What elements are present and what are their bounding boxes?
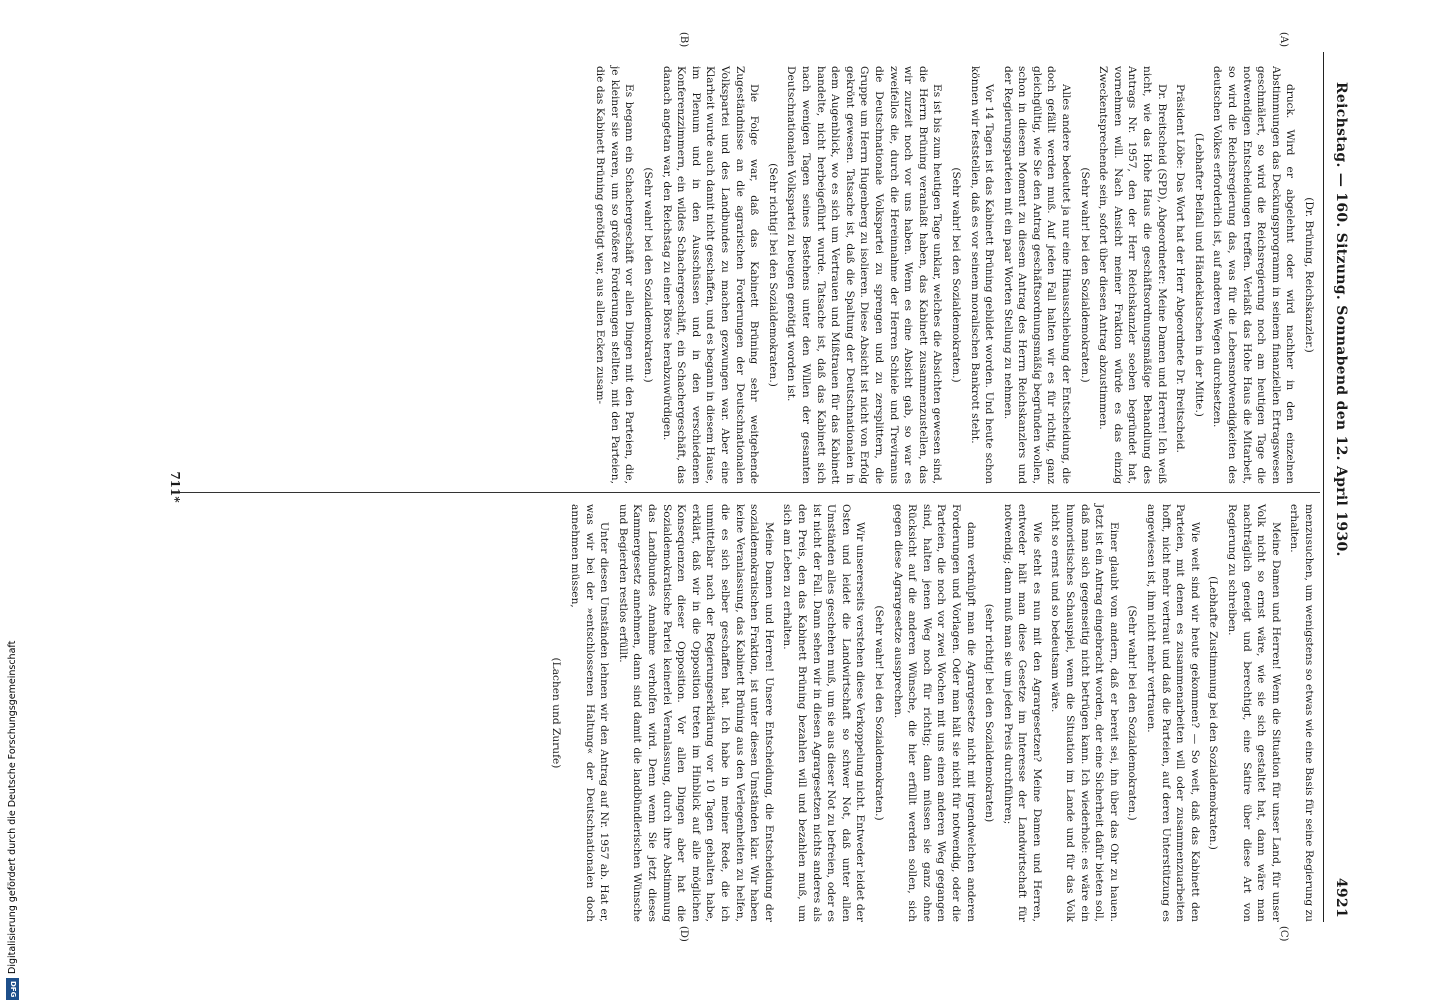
interjection: (Sehr wahr! bei den Sozialdemokraten.) (1078, 167, 1091, 383)
interjection: (Sehr richtig! bei den Sozialdemokraten.) (766, 163, 779, 387)
interjection: (Dr. Brüning, Reichskanzler.) (1303, 197, 1315, 353)
paragraph: Meine Damen und Herren! Wenn die Situation für unser Land, für unser Volk nicht so ernst wäre, wie sie sich gestaltet hat, dann wäre man nachträglich geneigt und berechtigt, eine Satire über diese Art von Regierung zu schreiben. (1226, 504, 1282, 922)
rotated-sheet (150, 32, 1350, 942)
digitization-credit (6, 14, 20, 998)
paragraph: Einer glaubt vom andern, daß er bereit sei, ihn über das Ohr zu hauen. Jetzt ist ein Antrag eingebracht worden, der eine Sicherheit dafür bieten soll, daß man sich gegenseitig nicht betrügen kann. Ich wiederhole: es wäre ein humoristisches Schauspiel, wenn die Situation im Lande und für das Volk nicht so ernst und so bedeutsam wäre. (1049, 504, 1120, 922)
right-column (545, 504, 1316, 922)
margin-mark-c: (C) (1278, 926, 1289, 942)
margin-mark-a: (A) (1278, 32, 1289, 48)
interjection: (Lebhafte Zustimmung bei den Sozialdemokraten.) (1207, 576, 1220, 850)
paragraph: Die Folge war, daß das Kabinett Brüning sehr weitgehende Zugeständnisse an die agrarischen Forderungen der Deutschnationalen Volkspartei und des Landbundes zu machen gezwungen war. Aber eine Klarheit wurde auch damit nicht geschaffen, und es begann in diesem Hause, im Plenum und in den Ausschüssen und in den verschiedenen Konferenzzimmern, ein wildes Schachergeschäft, ein Schachergeschäft, das danach angetan war, den Reichstag zu einer Börse herabzuwürdigen. (660, 66, 761, 484)
interjection: (Lachen und Zurufe) (550, 657, 563, 769)
running-header (1328, 52, 1350, 922)
interjection: (Sehr wahr! bei den Sozialdemokraten.) (949, 167, 962, 383)
paragraph: Wie weit sind wir heute gekommen? — So weit, daß das Kabinett den Parteien, mit denen es zusammenarbeiten will oder zusammenzuarbeiten hofft, nicht mehr vertraut und daß die Parteien, auf deren Unterstützung es angewiesen ist, ihm nicht mehr vertrauen. (1145, 504, 1201, 922)
paragraph: Es begann ein Schachergeschäft vor allen Dingen mit den Parteien, die, je kleiner sie waren, um so größere Forderungen stellten, mit den Parteien, die das Kabinett Brüning genötigt war, aus allen Ecken zusam- (594, 66, 636, 484)
paragraph: Es ist bis zum heutigen Tage unklar, welches die Absichten gewesen sind, die Herrn Brüning veranlaßt haben, das Kabinett zusammenzustellen, das wir zurzeit noch vor uns haben. Wenn es eine Absicht gab, so war es zweifellos die, durch die Hereinnahme der Herren Schiele und Treviranus die Deutschnationale Volkspartei zu sprengen und zu zersplittern, die Gruppe um Herrn Hugenberg zu isolieren. Diese Absicht ist nicht von Erfolg gekrönt gewesen. Tatsache ist, daß die Spaltung der Deutschnationalen in dem Augenblick, wo es sich um Vertrauen und Mißtrauen für das Kabinett handelte, nicht herbeigeführt wurde. Tatsache ist, daß das Kabinett sich nach wenigen Tagen seines Bestehens unter den Willen der gesamten Deutschnationalen Volkspartei zu beugen genötigt worden ist. (785, 66, 944, 484)
paragraph: dann verknüpft man die Agrargesetze nicht mit irgendwelchen anderen Forderungen und Vorlagen. Oder man hält sie nicht für notwendig, oder die Parteien, die noch vor zwei Wochen mit uns einen anderen Weg gegangen sind, halten jenen Weg noch für richtig; dann müssen sie ganz ohne Rücksicht auf die anderen Wünsche, die hier erfüllt werden sollen, sich gegen diese Agrargesetze aussprechen. (891, 504, 977, 922)
paragraph: Präsident Löbe: Das Wort hat der Herr Abgeordnete Dr. Breitscheid. (1174, 84, 1187, 453)
interjection: (Sehr wahr! bei den Sozialdemokraten.) (872, 605, 885, 821)
paragraph: druck. Wird er abgelehnt oder wird nachher in den einzelnen Abstimmungen das Deckungsprogramm in seinem finanziellen Ertragswesen geschmälert, so wird die Reichsregierung noch am heutigen Tage die notwendigen Entscheidungen treffen. Verlaßt das Hohe Haus die Mitarbeit, so wird die Reichsregierung das, was für die Lebensnotwendigkeiten des deutschen Volkes erforderlich ist, auf anderen Wegen durchsetzen. (1211, 66, 1297, 484)
column-divider (180, 492, 1320, 493)
header-rule (1323, 52, 1324, 922)
interjection: (Sehr wahr! bei den Sozialdemokraten.) (642, 167, 655, 383)
paragraph: Dr. Breitscheid (SPD), Abgeordneter: Meine Damen und Herren! Ich weiß nicht, wie das Hohe Haus die geschäftsordnungsmäßige Behandlung des Antrags Nr. 1957, den der Herr Reichskanzler soeben begründet hat, vornehmen will. Nach Ansicht meiner Fraktion würde es das einzig Zweckentsprechende sein, sofort über diesen Antrag abzustimmen. (1097, 66, 1168, 484)
interjection: (sehr richtig! bei den Sozialdemokraten) (983, 603, 996, 823)
interjection: (Sehr wahr! bei den Sozialdemokraten.) (1126, 605, 1139, 821)
paragraph: Meine Damen und Herren! Unsere Entscheidung, die Entscheidung der sozialdemokratischen Fraktion, ist unter diesen Umständen klar. Wir haben keine Veranlassung, das Kabinett Brüning aus den Verlegenheiten zu helfen, die es sich selber geschaffen hat. Ich habe in meiner Rede, die ich unmittelbar nach der Regierungserklärung vor 10 Tagen gehalten habe, erklärt, daß wir in die Opposition treten im Hinblick auf alle möglichen Konsequenzen dieser Opposition. Vor allen Dingen aber hat die Sozialdemokratische Partei keinerlei Veranlassung, durch ihre Abstimmung das Landbundes Annahme verholfen wird. Denn wenn Sie jetzt dieses Kammergesetz annehmen, dann sind damit die landbündlerischen Wünsche und Begierden restlos erfüllt. (616, 504, 775, 922)
credit-text: Digitalisierung gefördert durch die Deutsche Forschungsgemeinschaft (7, 640, 18, 974)
paragraph: Wir unsererseits verstehen diese Verkoppelung nicht. Entweder leidet der Osten und leidet die Landwirtschaft so schwer Not, daß unter allen Umständen alles geschehen muß, um sie aus dieser Not zu befreien, oder es ist nicht der Fall. Dann sehen wir in diesen Agrargesetzen nichts anderes als den Preis, den das Kabinett Brüning bezahlen will und bezahlen muß, um sich am Leben zu erhalten. (781, 504, 867, 922)
paragraph: Vor 14 Tagen ist das Kabinett Brüning gebildet worden. Und heute schon können wir feststellen, daß es vor seinem moralischen Bankrott steht. (968, 66, 996, 484)
margin-mark-b: (B) (678, 32, 689, 48)
paragraph: Unter diesen Umständen lehnen wir den Antrag auf Nr. 1957 ab. Hat er, was wir bei der »entschlossenen Haltung« der Deutschnationalen doch annehmen müssen, (569, 504, 611, 922)
paragraph: Wie steht es nun mit den Agrargesetzen? Meine Damen und Herren, entweder hält man diese Gesetze im Interesse der Landwirtschaft für notwendig; dann muß man sie um jeden Preis durchführen; (1001, 504, 1043, 922)
paragraph: Alles andere bedeutet ja nur eine Hinausschiebung der Entscheidung, die doch gefällt werden muß. Auf jeden Fall halten wir es für richtig, ganz gleichgültig, wie Sie den Antrag geschäftsordnungsmäßig begründen wollen, schon in diesem Moment zu diesem Antrag des Herrn Reichskanzlers und der Regierungsparteien mit ein paar Worten Stellung zu nehmen. (1001, 66, 1073, 484)
margin-mark-d: (D) (678, 926, 689, 942)
left-column (589, 66, 1316, 484)
paragraph: menzusuchen, um wenigstens so etwas wie eine Basis für seine Regierung zu erhalten. (1288, 504, 1315, 922)
page-footer-mark: 711* (168, 471, 182, 503)
dfg-logo: DFG (6, 978, 19, 1000)
header-title: Reichstag. — 160. Sitzung. Sonnabend den 12. April 1930. (1333, 82, 1349, 557)
interjection: (Lebhafter Beifall und Händeklatschen in der Mitte.) (1192, 133, 1205, 417)
page-number: 4921 (1333, 877, 1349, 918)
